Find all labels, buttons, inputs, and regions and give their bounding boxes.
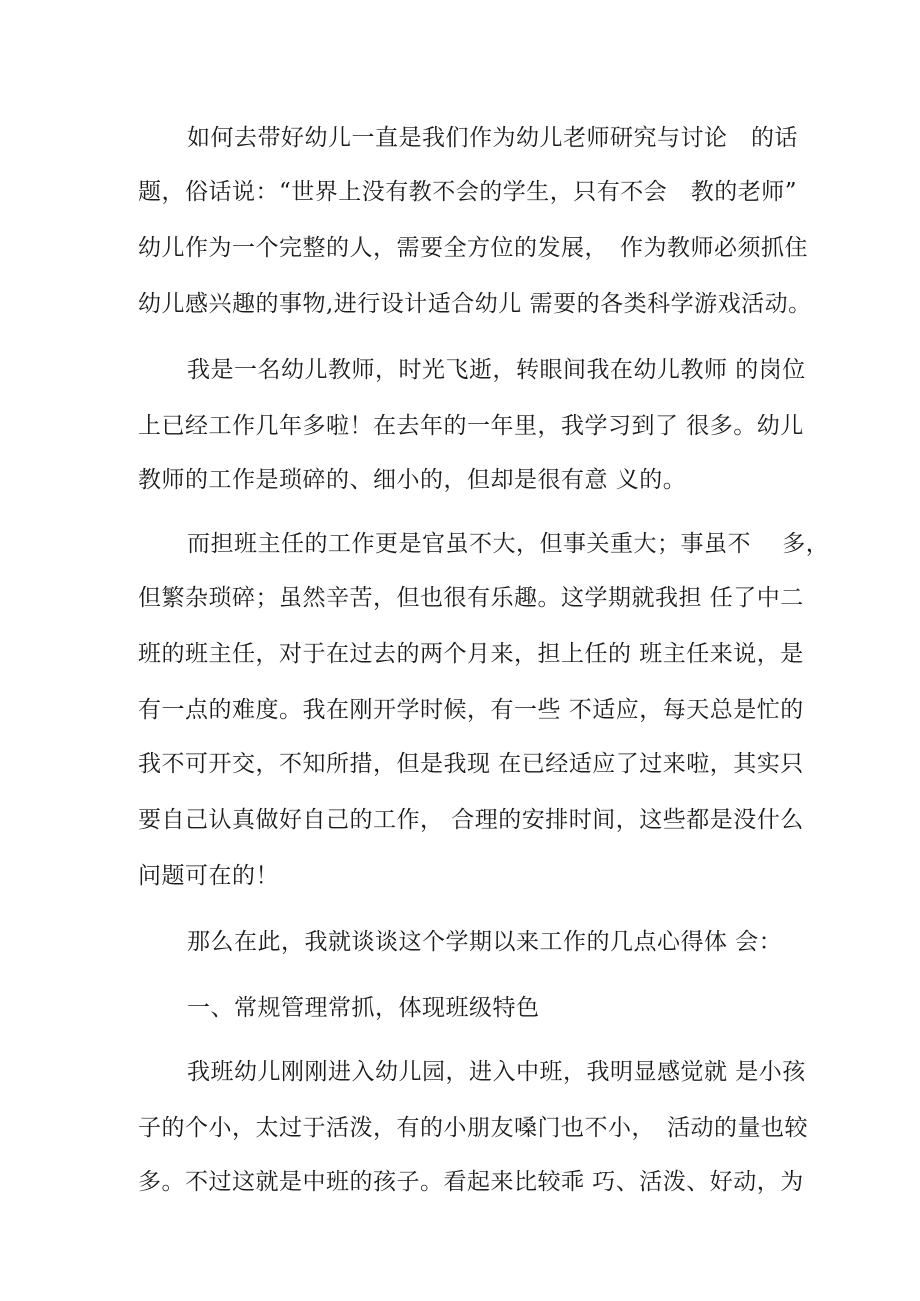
paragraph-6-line-2: 子的个小，太过于活泼，有的小朋友嗓门也不小， 活动的量也较: [138, 1115, 808, 1141]
paragraph-3-line-5: 我不可开交，不知所措，但是我现 在已经适应了过来啦，其实只: [138, 751, 804, 777]
paragraph-2-line-2: 上已经工作几年多啦！在去年的一年里，我学习到了 很多。幼儿: [138, 413, 804, 439]
paragraph-2-line-3: 教师的工作是琐碎的、细小的，但却是很有意 义的。: [138, 467, 687, 493]
paragraph-6-line-1: 我班幼儿刚刚进入幼儿园，进入中班，我明显感觉就 是小孩: [187, 1059, 806, 1085]
paragraph-3-line-3: 班的班主任，对于在过去的两个月来，担上任的 班主任来说，是: [138, 641, 804, 667]
paragraph-1-line-1: 如何去带好幼儿一直是我们作为幼儿老师研究与讨论 的话: [187, 125, 798, 151]
paragraph-1-line-3: 幼儿作为一个完整的人，需要全方位的发展， 作为教师必须抓住: [138, 235, 808, 261]
paragraph-3-line-1: 而担班主任的工作更是官虽不大，但事关重大；事虽不 多，: [187, 531, 830, 557]
paragraph-4-line-1: 那么在此，我就谈谈这个学期以来工作的几点心得体 会：: [187, 929, 783, 955]
paragraph-3-line-6: 要自己认真做好自己的工作， 合理的安排时间，这些都是没什么: [138, 807, 804, 833]
paragraph-1-line-2: 题，俗话说：“世界上没有教不会的学生，只有不会 教的老师”: [138, 179, 798, 205]
paragraph-6-line-3: 多。不过这就是中班的孩子。看起来比较乖 巧、活泼、好动，为: [138, 1169, 804, 1195]
paragraph-3-line-4: 有一点的难度。我在刚开学时候，有一些 不适应，每天总是忙的: [138, 697, 804, 723]
section-heading-1: 一、常规管理常抓，体现班级特色: [187, 995, 540, 1021]
paragraph-3-line-2: 但繁杂琐碎；虽然辛苦，但也很有乐趣。这学期就我担 任了中二: [138, 585, 804, 611]
paragraph-1-line-4: 幼儿感兴趣的事物,进行设计适合幼儿 需要的各类科学游戏活动。: [138, 291, 812, 317]
paragraph-3-line-7: 问题可在的！: [138, 863, 279, 889]
paragraph-2-line-1: 我是一名幼儿教师，时光飞逝，转眼间我在幼儿教师 的岗位: [187, 357, 806, 383]
